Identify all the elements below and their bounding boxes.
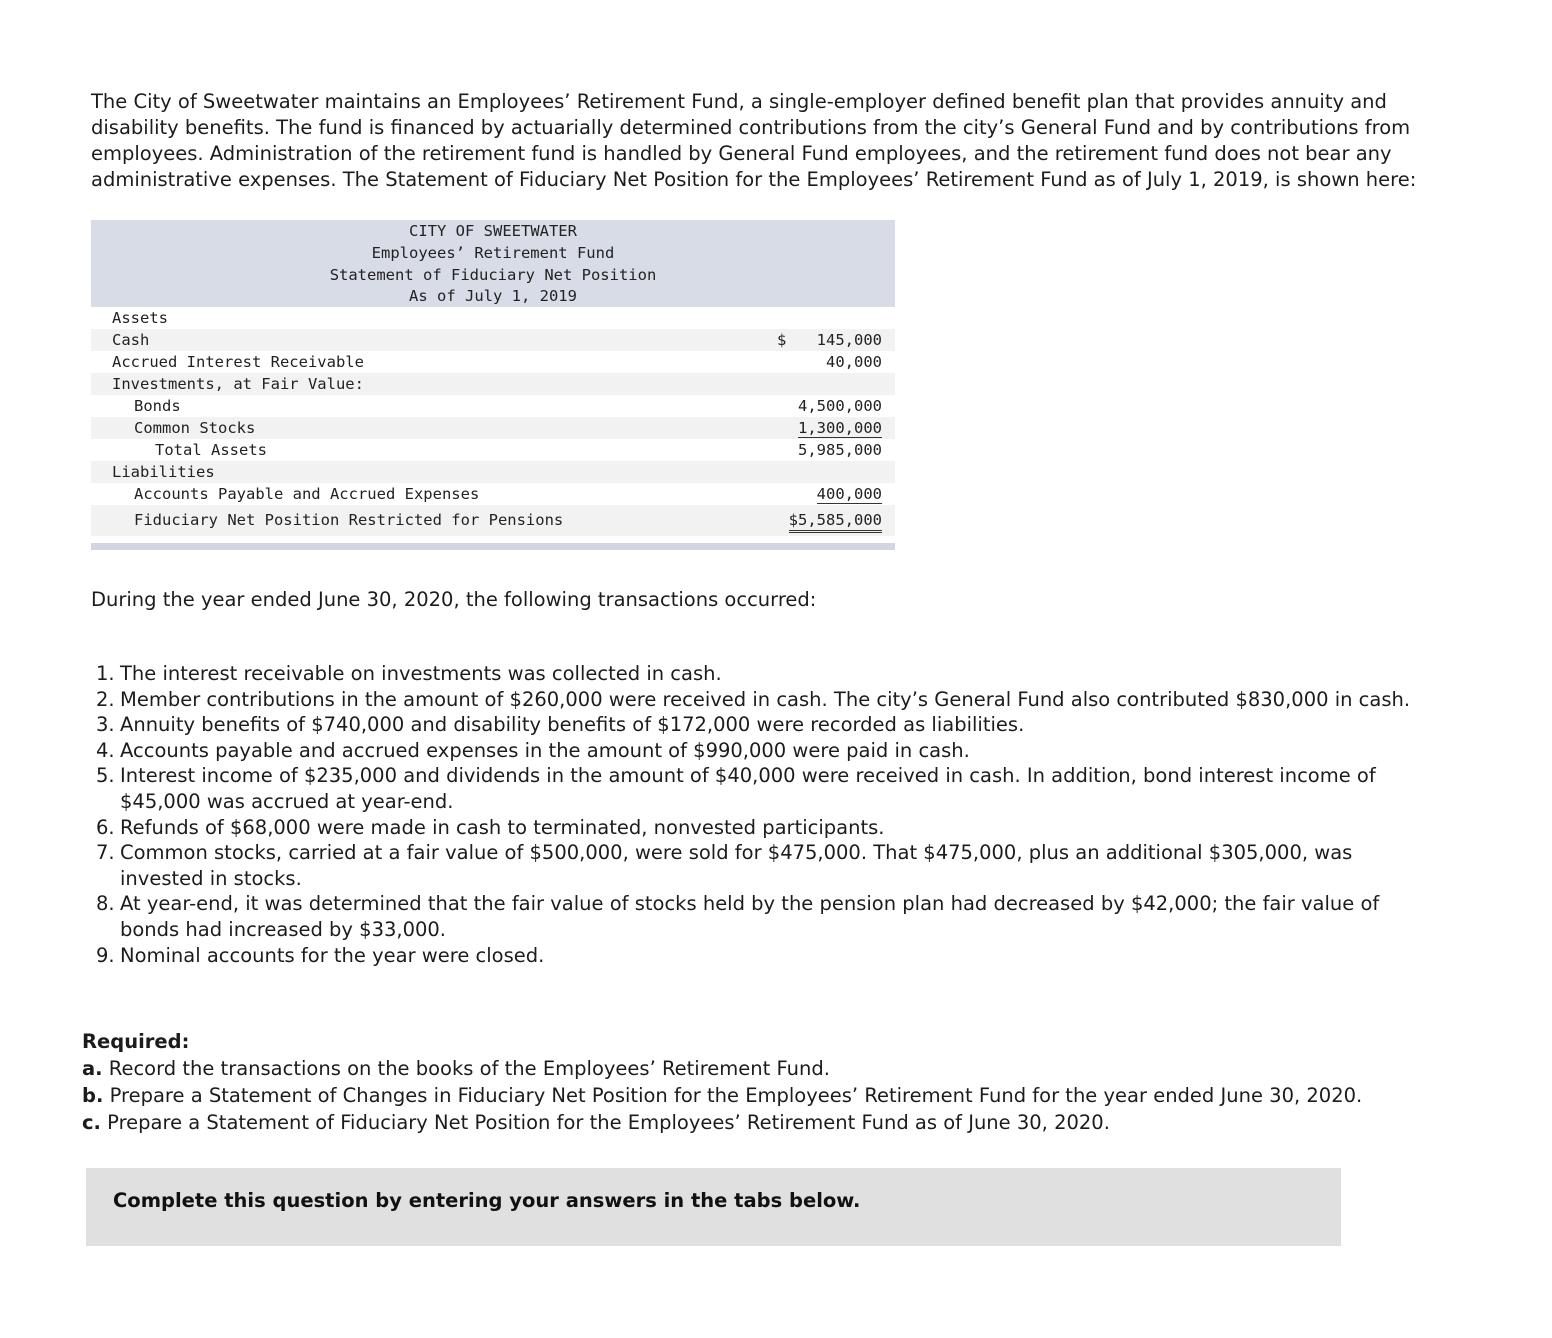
- net-position-amount: [789, 505, 882, 536]
- statement-heading-city: CITY OF SWEETWATER: [409, 222, 577, 240]
- transaction-item: [91, 712, 1431, 738]
- transaction-item: [91, 687, 1431, 713]
- accounts-payable-label: Accounts Payable and Accrued Expenses: [134, 485, 480, 503]
- transaction-number: 2.: [96, 687, 115, 711]
- transaction-item: [91, 815, 1431, 841]
- transaction-item: [91, 661, 1431, 687]
- statement-heading: [91, 220, 895, 307]
- net-position-label: Fiduciary Net Position Restricted for Pensions: [134, 511, 564, 529]
- common-stocks-label: Common Stocks: [134, 419, 256, 437]
- required-text: Prepare a Statement of Fiduciary Net Position for the Employees’ Retirement Fund as of June 30, 2020.: [107, 1111, 1110, 1134]
- instruction-banner: [86, 1168, 1341, 1246]
- transaction-number: 9.: [96, 943, 115, 967]
- accrued-interest-label: Accrued Interest Receivable: [112, 353, 364, 371]
- statement-heading-date: As of July 1, 2019: [409, 287, 577, 306]
- total-assets-amount: 5,985,000: [798, 441, 882, 459]
- statement-row-liabilities: [91, 461, 895, 483]
- total-assets-label: Total Assets: [155, 441, 267, 459]
- required-heading: Required:: [82, 1030, 190, 1053]
- assets-label: Assets: [112, 309, 168, 327]
- required-text: Record the transactions on the books of the Employees’ Retirement Fund.: [108, 1057, 830, 1080]
- statement-row-bonds: [91, 395, 895, 417]
- cash-label: Cash: [112, 331, 150, 349]
- transactions-intro: During the year ended June 30, 2020, the following transactions occurred:: [91, 588, 817, 611]
- statement-row-accounts-payable: [91, 483, 895, 505]
- required-section: [82, 1028, 1482, 1136]
- net-position-amount-value: $5,585,000: [789, 511, 882, 533]
- transaction-number: 1.: [96, 662, 115, 685]
- cash-dollar-sign: $: [777, 331, 787, 349]
- accounts-payable-amount: [817, 483, 882, 505]
- statement-row-net-position: [91, 505, 895, 536]
- required-letter: c.: [82, 1111, 101, 1134]
- required-text: Prepare a Statement of Changes in Fiduciary Net Position for the Employees’ Retirement Fund for the year ended June 30, 2020.: [109, 1084, 1363, 1107]
- transaction-number: 7.: [96, 841, 115, 865]
- required-item-c: [82, 1109, 1482, 1136]
- transaction-text: Refunds of $68,000 were made in cash to terminated, nonvested participants.: [120, 815, 885, 839]
- liabilities-label: Liabilities: [112, 463, 215, 481]
- investments-label: Investments, at Fair Value:: [112, 375, 364, 393]
- bonds-amount: 4,500,000: [798, 397, 882, 415]
- transaction-number: 5.: [96, 764, 115, 788]
- required-item-a: [82, 1055, 1482, 1082]
- transaction-item: [91, 891, 1431, 942]
- transaction-number: 6.: [96, 815, 115, 839]
- transaction-list: [91, 661, 1431, 968]
- accounts-payable-amount-value: 400,000: [816, 485, 882, 503]
- statement-row-total-assets: [91, 439, 895, 461]
- transaction-text: Interest income of $235,000 and dividends in the amount of $40,000 were received in cash. In addition, bond interest income of $45,000 was accrued at year-end.: [120, 764, 1376, 813]
- statement-spacer: [91, 536, 895, 543]
- transaction-item: [91, 738, 1431, 764]
- required-letter: a.: [82, 1057, 103, 1080]
- fiduciary-net-position-statement: [91, 220, 895, 550]
- transaction-item: [91, 763, 1431, 814]
- instruction-text: Complete this question by entering your answers in the tabs below.: [113, 1189, 861, 1212]
- statement-row-cash: [91, 329, 895, 351]
- statement-bottom-bar: [91, 543, 895, 550]
- transaction-text: The interest receivable on investments was collected in cash.: [120, 662, 722, 685]
- intro-paragraph: The City of Sweetwater maintains an Employees’ Retirement Fund, a single-employer defined benefit plan that provides annuity and disability benefits. The fund is financed by actuarially determined contributions from the city’s General Fund and by contributions from employees. Administration of the retirement fund is handled by General Fund employees, and the retirement fund does not bear any administrative expenses. The Statement of Fiduciary Net Position for the Employees’ Retirement Fund as of July 1, 2019, is shown here:: [91, 90, 1417, 191]
- transaction-text: At year-end, it was determined that the fair value of stocks held by the pension plan had decreased by $42,000; the fair value of bonds had increased by $33,000.: [120, 892, 1380, 941]
- common-stocks-amount-value: 1,300,000: [798, 419, 882, 437]
- common-stocks-amount: [798, 417, 882, 439]
- transaction-number: 4.: [96, 738, 115, 762]
- transaction-text: Annuity benefits of $740,000 and disability benefits of $172,000 were recorded as liabilities.: [120, 713, 1025, 737]
- transaction-text: Accounts payable and accrued expenses in the amount of $990,000 were paid in cash.: [120, 738, 970, 762]
- statement-row-investments: [91, 373, 895, 395]
- statement-heading-fund: Employees’ Retirement Fund: [371, 243, 615, 262]
- cash-amount: 145,000: [816, 331, 882, 349]
- accrued-interest-amount: 40,000: [826, 353, 882, 371]
- statement-row-common-stocks: [91, 417, 895, 439]
- transaction-text: Member contributions in the amount of $260,000 were received in cash. The city’s General Fund also contributed $830,000 in cash.: [120, 687, 1411, 711]
- transaction-number: 8.: [96, 892, 115, 916]
- transaction-item: [91, 840, 1431, 891]
- statement-row-accrued-interest: [91, 351, 895, 373]
- transaction-text: Common stocks, carried at a fair value of $500,000, were sold for $475,000. That $475,000, plus an additional $305,000, was invested in stocks.: [120, 841, 1353, 890]
- required-item-b: [82, 1082, 1482, 1109]
- transaction-item: [91, 943, 1431, 969]
- required-letter: b.: [82, 1084, 104, 1107]
- statement-heading-title: Statement of Fiduciary Net Position: [329, 265, 657, 284]
- transaction-number: 3.: [96, 713, 115, 737]
- bonds-label: Bonds: [134, 397, 181, 415]
- transaction-text: Nominal accounts for the year were closed.: [120, 943, 545, 967]
- statement-row-assets: [91, 307, 895, 329]
